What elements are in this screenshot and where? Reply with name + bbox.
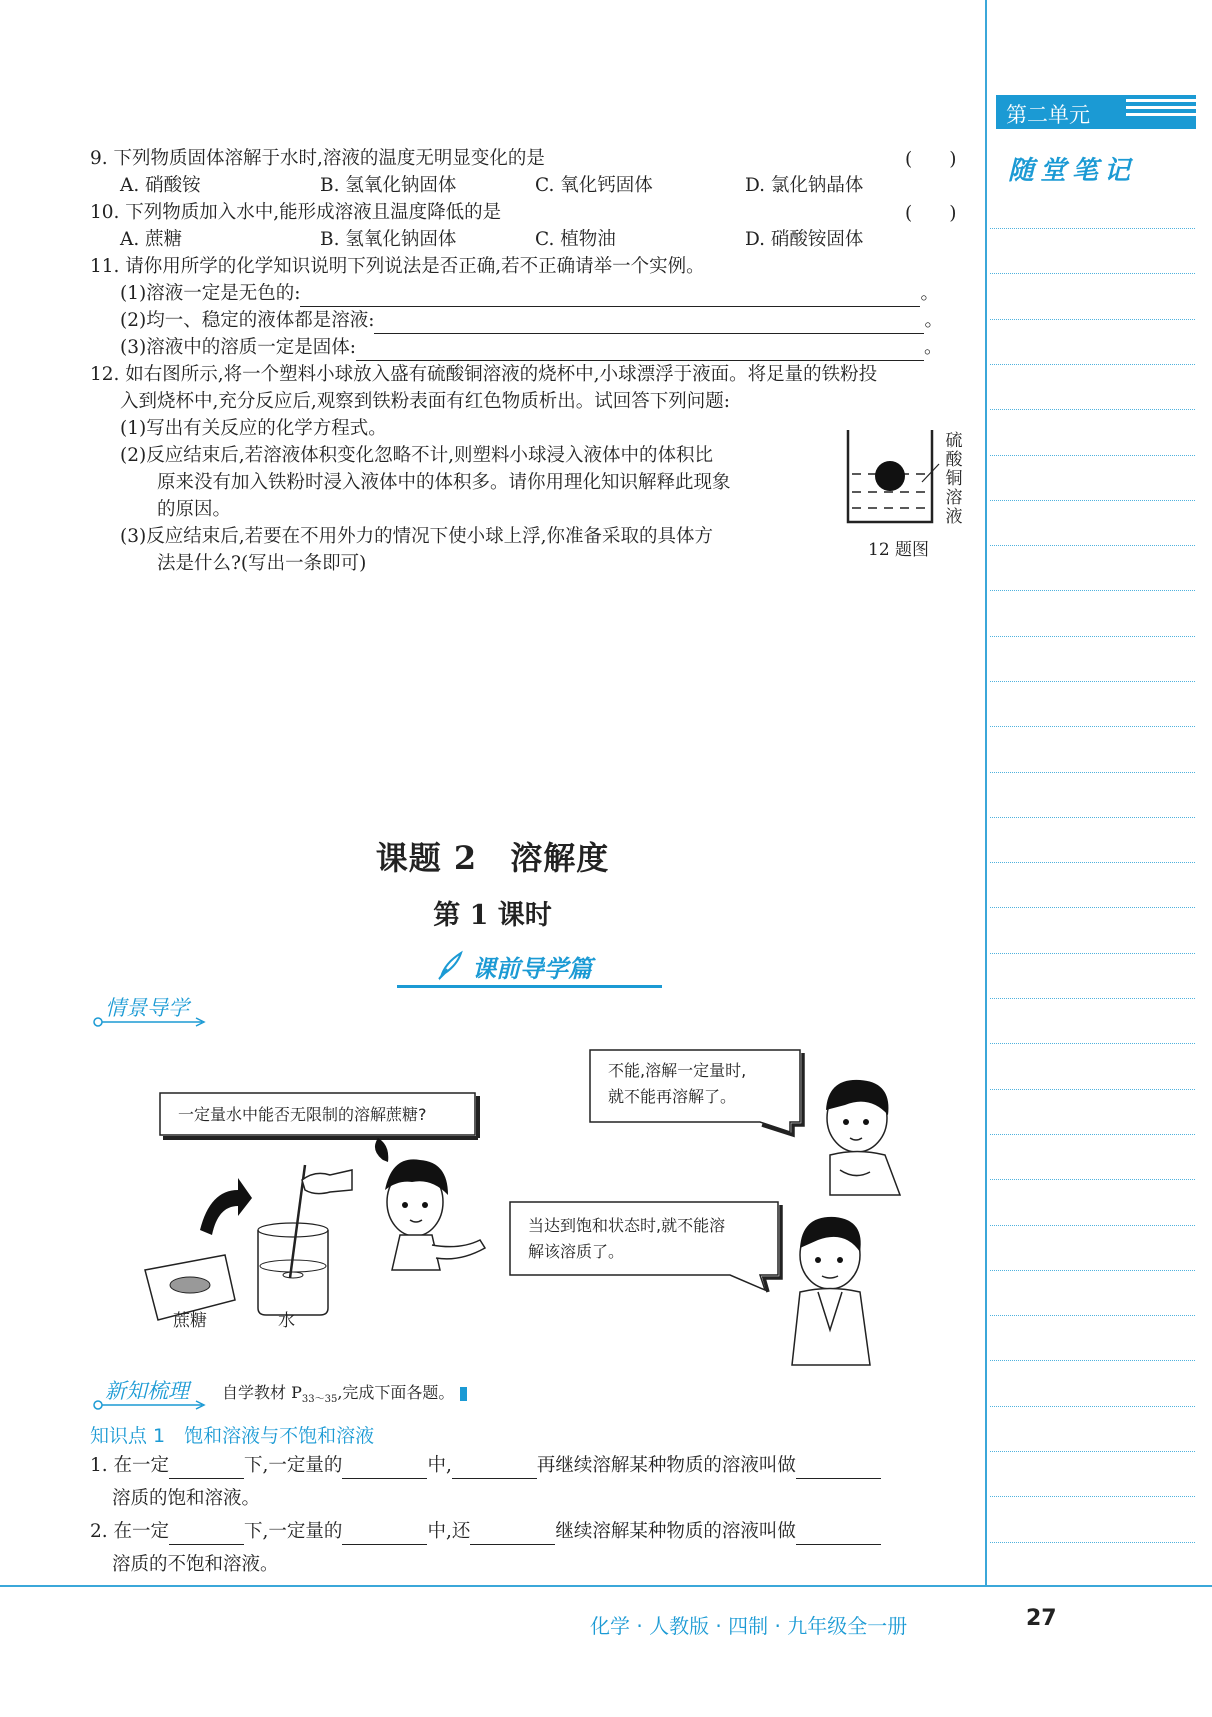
kp1-blank-6[interactable] — [342, 1524, 427, 1545]
tab-stripes — [1126, 99, 1196, 125]
q11-blank-1[interactable] — [300, 286, 920, 307]
note-line — [990, 228, 1195, 229]
note-line — [990, 998, 1195, 999]
q11-sub1-text: (1)溶液一定是无色的: — [120, 283, 301, 304]
note-line — [990, 1270, 1195, 1271]
review-tag: 新知梳理 — [105, 1379, 189, 1403]
note-line — [990, 1406, 1195, 1407]
kp1-blank-4[interactable] — [796, 1458, 881, 1479]
note-line — [990, 953, 1195, 954]
q9-stem: 9. 下列物质固体溶解于水时,溶液的温度无明显变化的是 — [90, 148, 545, 169]
plastic-ball — [875, 461, 905, 491]
lesson-period: 第 1 课时 — [433, 900, 552, 931]
kp1-l1-b: 下,一定量的 — [244, 1455, 343, 1476]
q12-part2-line1: (2)反应结束后,若溶液体积变化忽略不计,则塑料小球浸入液体中的体积比 — [120, 445, 713, 466]
q11-sub2 — [120, 307, 943, 334]
kp1-line1 — [90, 1452, 881, 1479]
note-line — [990, 319, 1195, 320]
note-line — [990, 1134, 1195, 1135]
note-line — [990, 1225, 1195, 1226]
kp1-l2-a: 2. 在一定 — [90, 1521, 170, 1542]
kp1-l1-d: 再继续溶解某种物质的溶液叫做 — [536, 1455, 796, 1476]
kp1-line1-end: 溶质的饱和溶液。 — [112, 1488, 261, 1509]
note-line — [990, 1179, 1195, 1180]
banner-text: 课前导学篇 — [472, 955, 592, 983]
kp1-line2-end: 溶质的不饱和溶液。 — [112, 1554, 279, 1575]
q11-sub3-end: 。 — [923, 337, 943, 358]
q10-option-b: B. 氢氧化钠固体 — [320, 229, 457, 250]
note-line — [990, 455, 1195, 456]
scene-tag: 情景导学 — [105, 996, 189, 1020]
footer-divider — [0, 1585, 1212, 1587]
answer2-line1: 当达到饱和状态时,就不能溶 — [528, 1216, 726, 1235]
note-line — [990, 1089, 1195, 1090]
kp1-blank-8[interactable] — [796, 1524, 881, 1545]
kp1-blank-3[interactable] — [452, 1458, 537, 1479]
hint-marker — [460, 1387, 467, 1401]
q11-sub2-text: (2)均一、稳定的液体都是溶液: — [120, 310, 375, 331]
fig12-caption: 12 题图 — [868, 540, 930, 560]
scene-illustration — [0, 1030, 985, 1375]
note-line — [990, 636, 1195, 637]
note-line — [990, 590, 1195, 591]
q11-sub3 — [120, 334, 942, 361]
kp1-l1-c: 中, — [427, 1455, 452, 1476]
q9-option-a: A. 硝酸铵 — [120, 175, 201, 196]
note-line — [990, 409, 1195, 410]
note-line — [990, 1542, 1195, 1543]
water-label: 水 — [278, 1311, 295, 1331]
note-line — [990, 1496, 1195, 1497]
arrow-icon — [200, 1178, 252, 1235]
note-line — [990, 726, 1195, 727]
note-line — [990, 1315, 1195, 1316]
note-line — [990, 1360, 1195, 1361]
hint-pre: 自学教材 P — [222, 1383, 302, 1402]
note-line — [990, 500, 1195, 501]
q12-part3-line2: 法是什么?(写出一条即可) — [157, 553, 367, 574]
beaker-figure — [840, 428, 940, 528]
notes-divider — [985, 0, 987, 1585]
question-bubble-text: 一定量水中能否无限制的溶解蔗糖? — [178, 1105, 427, 1124]
q10-option-a: A. 蔗糖 — [120, 229, 183, 250]
hand — [302, 1170, 352, 1194]
q11-sub1 — [120, 280, 939, 307]
solution-label: 硫酸铜溶液 — [945, 431, 963, 527]
notes-title: 随堂笔记 — [1008, 156, 1137, 186]
sugar-pile — [170, 1277, 210, 1293]
note-line — [990, 1043, 1195, 1044]
quill-icon — [435, 949, 467, 981]
girl-figure — [375, 1138, 485, 1270]
q11-sub2-end: 。 — [924, 310, 943, 331]
scene-tag-underline — [90, 1000, 210, 1030]
unit-tab — [996, 95, 1196, 129]
label-leader — [922, 464, 939, 482]
sugar-label: 蔗糖 — [173, 1311, 207, 1331]
q12-part2-line2: 原来没有加入铁粉时浸入液体中的体积多。请你用理化知识解释此现象 — [157, 472, 731, 493]
q11-stem: 11. 请你用所学的化学知识说明下列说法是否正确,若不正确请举一个实例。 — [90, 256, 705, 277]
q12-part3-line1: (3)反应结束后,若要在不用外力的情况下使小球上浮,你准备采取的具体方 — [120, 526, 713, 547]
q10-stem: 10. 下列物质加入水中,能形成溶液且温度降低的是 — [90, 202, 502, 223]
kp1-blank-2[interactable] — [342, 1458, 427, 1479]
footer-book: 化学 · 人教版 · 四制 · 九年级全一册 — [590, 1614, 908, 1638]
note-line — [990, 1451, 1195, 1452]
kp1-line2 — [90, 1518, 881, 1545]
q11-sub1-end: 。 — [920, 283, 939, 304]
q9-option-c: C. 氧化钙固体 — [535, 175, 653, 196]
kp1-l2-c: 中,还 — [427, 1521, 471, 1542]
note-line — [990, 907, 1195, 908]
hint-sub: 33～35 — [301, 1394, 338, 1406]
q10-option-c: C. 植物油 — [535, 229, 616, 250]
kp1-title: 知识点 1 饱和溶液与不饱和溶液 — [90, 1425, 375, 1447]
q12-stem-line2: 入到烧杯中,充分反应后,观察到铁粉表面有红色物质析出。试回答下列问题: — [120, 391, 730, 412]
kp1-l2-b: 下,一定量的 — [244, 1521, 343, 1542]
answer1-line1: 不能,溶解一定量时, — [608, 1061, 747, 1080]
note-line — [990, 273, 1195, 274]
preview-banner — [397, 947, 662, 988]
note-line — [990, 772, 1195, 773]
unit-label: 第二单元 — [1006, 103, 1090, 127]
q9-answer-paren[interactable]: ( ) — [905, 149, 957, 170]
review-hint — [222, 1380, 467, 1405]
boy-figure-2 — [792, 1217, 870, 1365]
q12-stem-line1: 12. 如右图所示,将一个塑料小球放入盛有硫酸铜溶液的烧杯中,小球漂浮于液面。将足量的铁粉投 — [90, 364, 878, 385]
q10-answer-paren[interactable]: ( ) — [905, 203, 957, 224]
boy-figure-1 — [826, 1080, 900, 1195]
q11-sub3-text: (3)溶液中的溶质一定是固体: — [120, 337, 356, 358]
kp1-blank-1[interactable] — [169, 1458, 244, 1479]
q9-option-d: D. 氯化钠晶体 — [745, 175, 864, 196]
q10-option-d: D. 硝酸铵固体 — [745, 229, 864, 250]
kp1-l1-a: 1. 在一定 — [90, 1455, 170, 1476]
answer2-line2: 解该溶质了。 — [528, 1242, 625, 1261]
answer1-line2: 就不能再溶解了。 — [608, 1087, 737, 1106]
note-line — [990, 862, 1195, 863]
kp1-l2-d: 继续溶解某种物质的溶液叫做 — [555, 1521, 796, 1542]
page-number: 27 — [1026, 1606, 1057, 1631]
q11-blank-3[interactable] — [356, 340, 924, 361]
review-tag-underline — [90, 1385, 210, 1415]
kp1-blank-5[interactable] — [169, 1524, 244, 1545]
note-line — [990, 817, 1195, 818]
q11-blank-2[interactable] — [374, 313, 924, 334]
note-line — [990, 364, 1195, 365]
q12-part1: (1)写出有关反应的化学方程式。 — [120, 418, 387, 439]
note-line — [990, 681, 1195, 682]
hint-post: ,完成下面各题。 — [337, 1383, 455, 1402]
q9-option-b: B. 氢氧化钠固体 — [320, 175, 457, 196]
q12-part2-line3: 的原因。 — [157, 499, 232, 520]
kp1-blank-7[interactable] — [470, 1524, 555, 1545]
note-line — [990, 545, 1195, 546]
lesson-title: 课题 2 溶解度 — [375, 839, 610, 877]
